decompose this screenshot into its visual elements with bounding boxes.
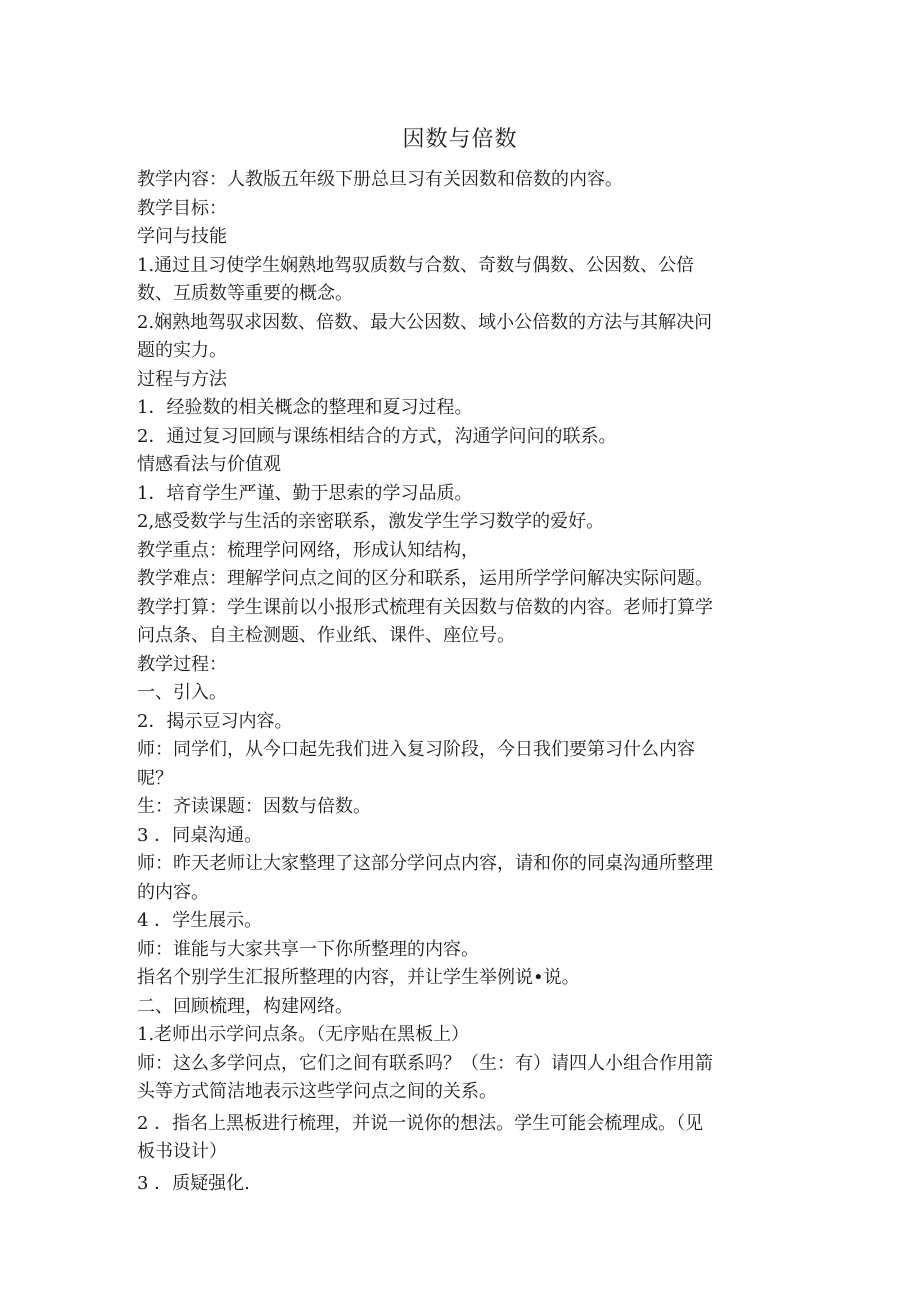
paragraph-line: 问点条、自主检测题、作业纸、课件、座位号。 xyxy=(137,625,515,646)
paragraph-line: 2 ．指名上黑板进行梳理，并说一说你的想法。学生可能会梳理成。（见 xyxy=(137,1112,704,1134)
document-title: 因数与倍数 xyxy=(402,127,518,152)
paragraph-line: 2．揭示豆习内容。 xyxy=(137,710,293,732)
paragraph-line: 呢？ xyxy=(137,767,173,789)
paragraph-line: 过程与方法 xyxy=(137,368,227,390)
paragraph-line: 教学难点：理解学问点之间的区分和联系，运用所学学问解决实际问题。 xyxy=(137,568,713,589)
paragraph-line: 2,感受数学与生活的亲密联系，激发学生学习数学的爱好。 xyxy=(137,511,605,532)
paragraph-line: 题的实力。 xyxy=(137,340,227,361)
paragraph-line: 二、回顾梳理，构建网络。 xyxy=(137,995,353,1017)
paragraph-line: 3 ．质疑强化. xyxy=(137,1172,250,1194)
paragraph-line: 生：齐读课题：因数与倍数。 xyxy=(137,796,371,817)
paragraph-line: 教学目标： xyxy=(137,197,227,219)
paragraph-line: 的内容。 xyxy=(137,881,209,903)
paragraph-line: 教学打算：学生课前以小报形式梳理有关因数与倍数的内容。老师打算学 xyxy=(137,596,713,618)
paragraph-line: 2.娴熟地驾驭求因数、倍数、最大公因数、域小公倍数的方法与其解决问 xyxy=(137,311,713,333)
paragraph-line: 情感看法与价值观 xyxy=(137,454,281,475)
paragraph-line: 一、引入。 xyxy=(137,682,227,703)
paragraph-line: 师：谁能与大家共享一下你所整理的内容。 xyxy=(137,938,479,960)
paragraph-line: 1．培育学生严谨、勤于思索的学习品质。 xyxy=(137,482,473,504)
paragraph-line: 1.老师出示学问点条。（无序贴在黑板上） xyxy=(137,1024,470,1045)
paragraph-line: 教学过程： xyxy=(137,653,227,675)
paragraph-line: 教学重点：梳理学问网络，形成认知结构， xyxy=(137,539,479,561)
paragraph-line: 师：同学们，从今口起先我们进入复习阶段，今日我们要第习什么内容 xyxy=(137,739,695,760)
paragraph-line: 师：这么多学问点，它们之间有联系吗？（生：有）请四人小组合作用箭 xyxy=(137,1052,713,1074)
paragraph-line: 学问与技能 xyxy=(137,226,227,247)
paragraph-line: 4 ．学生展示。 xyxy=(137,910,263,931)
paragraph-line: 指名个别学生汇报所整理的内容，并让学生举例说•说。 xyxy=(137,967,580,988)
paragraph-line: 头等方式简洁地表示这些学问点之间的关系。 xyxy=(137,1081,497,1102)
document-body xyxy=(137,166,787,1198)
paragraph-line: 3 ．同桌沟通。 xyxy=(137,824,263,846)
paragraph-line: 师：昨天老师让大家整理了这部分学问点内容，请和你的同桌沟通所整理 xyxy=(137,853,713,874)
paragraph-line: 数、互质数等重要的概念。 xyxy=(137,283,353,304)
paragraph-line: 板书设计） xyxy=(137,1141,227,1162)
paragraph-line: 1.通过且习使学生娴熟地驾驭质数与合数、奇数与偶数、公因数、公倍 xyxy=(137,254,695,276)
paragraph-line: 教学内容：人教版五年级下册总旦习有关因数和倍数的内容。 xyxy=(137,169,623,190)
paragraph-line: 2．通过复习回顾与课练相结合的方式，沟通学问问的联系。 xyxy=(137,425,617,447)
paragraph-line: 1．经验数的相关概念的整理和夏习过程。 xyxy=(137,397,473,418)
